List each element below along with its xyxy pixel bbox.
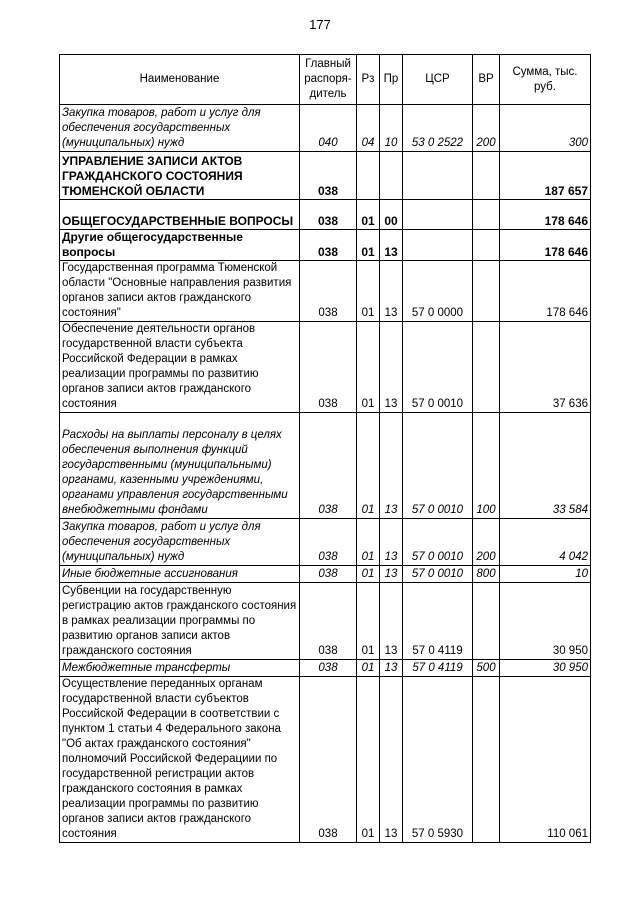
cell-rz: 01 <box>357 583 380 660</box>
cell-rz: 01 <box>357 519 380 566</box>
table-row <box>60 413 591 519</box>
cell-csr: 57 0 0010 <box>403 519 473 566</box>
cell-csr <box>403 200 473 230</box>
table-row <box>60 583 591 660</box>
cell-rz: 04 <box>357 105 380 152</box>
cell-vr <box>473 677 500 843</box>
cell-vr: 200 <box>473 105 500 152</box>
cell-name: Осуществление переданных органам государственной власти субъектов Российской Федерации в соответствии с пунктом 1 статьи 4 Федерального закона "Об актах гражданского состояния" полномочий Российской Федерациии по государственной регистрации актов гражданского состояния в рамках реализации программы по развитию органов записи актов гражданского состояния <box>60 677 300 843</box>
cell-csr: 57 0 0010 <box>403 322 473 413</box>
cell-name: Расходы на выплаты персоналу в целях обеспечения выполнения функций государственными (муниципальными) органами, казенными учреждениями, органами управления государственными внебюджетными фондами <box>60 413 300 519</box>
cell-sum: 4 042 <box>500 519 591 566</box>
cell-csr: 57 0 0010 <box>403 566 473 583</box>
header-csr: ЦСР <box>403 55 473 105</box>
cell-main-manager: 040 <box>300 105 357 152</box>
header-main-manager: Главный распоря-дитель <box>300 55 357 105</box>
cell-sum: 178 646 <box>500 200 591 230</box>
cell-rz: 01 <box>357 230 380 261</box>
cell-pr: 13 <box>380 230 403 261</box>
cell-rz: 01 <box>357 677 380 843</box>
cell-vr: 200 <box>473 519 500 566</box>
header-sum: Сумма, тыс. руб. <box>500 55 591 105</box>
cell-csr <box>403 230 473 261</box>
cell-sum: 30 950 <box>500 660 591 677</box>
cell-sum: 110 061 <box>500 677 591 843</box>
cell-csr: 57 0 4119 <box>403 583 473 660</box>
cell-name: Иные бюджетные ассигнования <box>60 566 300 583</box>
cell-pr: 10 <box>380 105 403 152</box>
cell-sum: 178 646 <box>500 261 591 322</box>
table-row <box>60 677 591 843</box>
cell-vr: 500 <box>473 660 500 677</box>
cell-rz: 01 <box>357 660 380 677</box>
table-row <box>60 105 591 152</box>
header-pr: Пр <box>380 55 403 105</box>
cell-pr: 13 <box>380 413 403 519</box>
cell-vr <box>473 230 500 261</box>
cell-vr: 100 <box>473 413 500 519</box>
cell-pr: 00 <box>380 200 403 230</box>
cell-sum: 300 <box>500 105 591 152</box>
table-row <box>60 322 591 413</box>
table-row <box>60 230 591 261</box>
cell-pr: 13 <box>380 322 403 413</box>
cell-sum: 33 584 <box>500 413 591 519</box>
cell-vr <box>473 200 500 230</box>
table-row <box>60 566 591 583</box>
cell-sum: 187 657 <box>500 152 591 200</box>
cell-pr: 13 <box>380 261 403 322</box>
cell-name: Закупка товаров, работ и услуг для обеспечения государственных (муниципальных) нужд <box>60 105 300 152</box>
cell-csr: 57 0 0010 <box>403 413 473 519</box>
cell-rz: 01 <box>357 200 380 230</box>
cell-main-manager: 038 <box>300 677 357 843</box>
cell-rz: 01 <box>357 566 380 583</box>
cell-name: Обеспечение деятельности органов государственной власти субъекта Российской Федерации в рамках реализации программы по развитию органов записи актов гражданского состояния <box>60 322 300 413</box>
cell-rz: 01 <box>357 261 380 322</box>
cell-name: ОБЩЕГОСУДАРСТВЕННЫЕ ВОПРОСЫ <box>60 200 300 230</box>
cell-rz: 01 <box>357 322 380 413</box>
header-rz: Рз <box>357 55 380 105</box>
cell-main-manager: 038 <box>300 583 357 660</box>
cell-rz <box>357 152 380 200</box>
cell-main-manager: 038 <box>300 230 357 261</box>
page-number: 177 <box>309 17 331 32</box>
cell-name: Межбюджетные трансферты <box>60 660 300 677</box>
cell-main-manager: 038 <box>300 660 357 677</box>
cell-main-manager: 038 <box>300 322 357 413</box>
cell-pr: 13 <box>380 566 403 583</box>
cell-vr: 800 <box>473 566 500 583</box>
cell-pr: 13 <box>380 660 403 677</box>
cell-sum: 30 950 <box>500 583 591 660</box>
cell-csr: 57 0 5930 <box>403 677 473 843</box>
cell-rz: 01 <box>357 413 380 519</box>
cell-vr <box>473 583 500 660</box>
cell-name: Государственная программа Тюменской области "Основные направления развития органов записи актов гражданского состояния" <box>60 261 300 322</box>
cell-name: Другие общегосударственные вопросы <box>60 230 300 261</box>
cell-name: УПРАВЛЕНИЕ ЗАПИСИ АКТОВ ГРАЖДАНСКОГО СОСТОЯНИЯ ТЮМЕНСКОЙ ОБЛАСТИ <box>60 152 300 200</box>
header-name: Наименование <box>60 55 300 105</box>
cell-main-manager: 038 <box>300 519 357 566</box>
table-header-row <box>60 55 591 105</box>
header-vr: ВР <box>473 55 500 105</box>
cell-csr <box>403 152 473 200</box>
cell-name: Субвенции на государственную регистрацию актов гражданского состояния в рамках реализации программы по развитию органов записи актов гражданского состояния <box>60 583 300 660</box>
cell-sum: 178 646 <box>500 230 591 261</box>
table-row <box>60 200 591 230</box>
cell-vr <box>473 322 500 413</box>
cell-pr: 13 <box>380 677 403 843</box>
cell-sum: 37 636 <box>500 322 591 413</box>
cell-main-manager: 038 <box>300 566 357 583</box>
table-row <box>60 152 591 200</box>
cell-pr <box>380 152 403 200</box>
budget-table <box>59 54 591 843</box>
cell-pr: 13 <box>380 583 403 660</box>
cell-sum: 10 <box>500 566 591 583</box>
cell-vr <box>473 152 500 200</box>
cell-csr: 53 0 2522 <box>403 105 473 152</box>
cell-vr <box>473 261 500 322</box>
cell-csr: 57 0 4119 <box>403 660 473 677</box>
cell-main-manager: 038 <box>300 413 357 519</box>
cell-main-manager: 038 <box>300 261 357 322</box>
cell-main-manager: 038 <box>300 200 357 230</box>
cell-main-manager: 038 <box>300 152 357 200</box>
table-row <box>60 660 591 677</box>
cell-pr: 13 <box>380 519 403 566</box>
table-row <box>60 519 591 566</box>
table-row <box>60 261 591 322</box>
cell-csr: 57 0 0000 <box>403 261 473 322</box>
cell-name: Закупка товаров, работ и услуг для обеспечения государственных (муниципальных) нужд <box>60 519 300 566</box>
